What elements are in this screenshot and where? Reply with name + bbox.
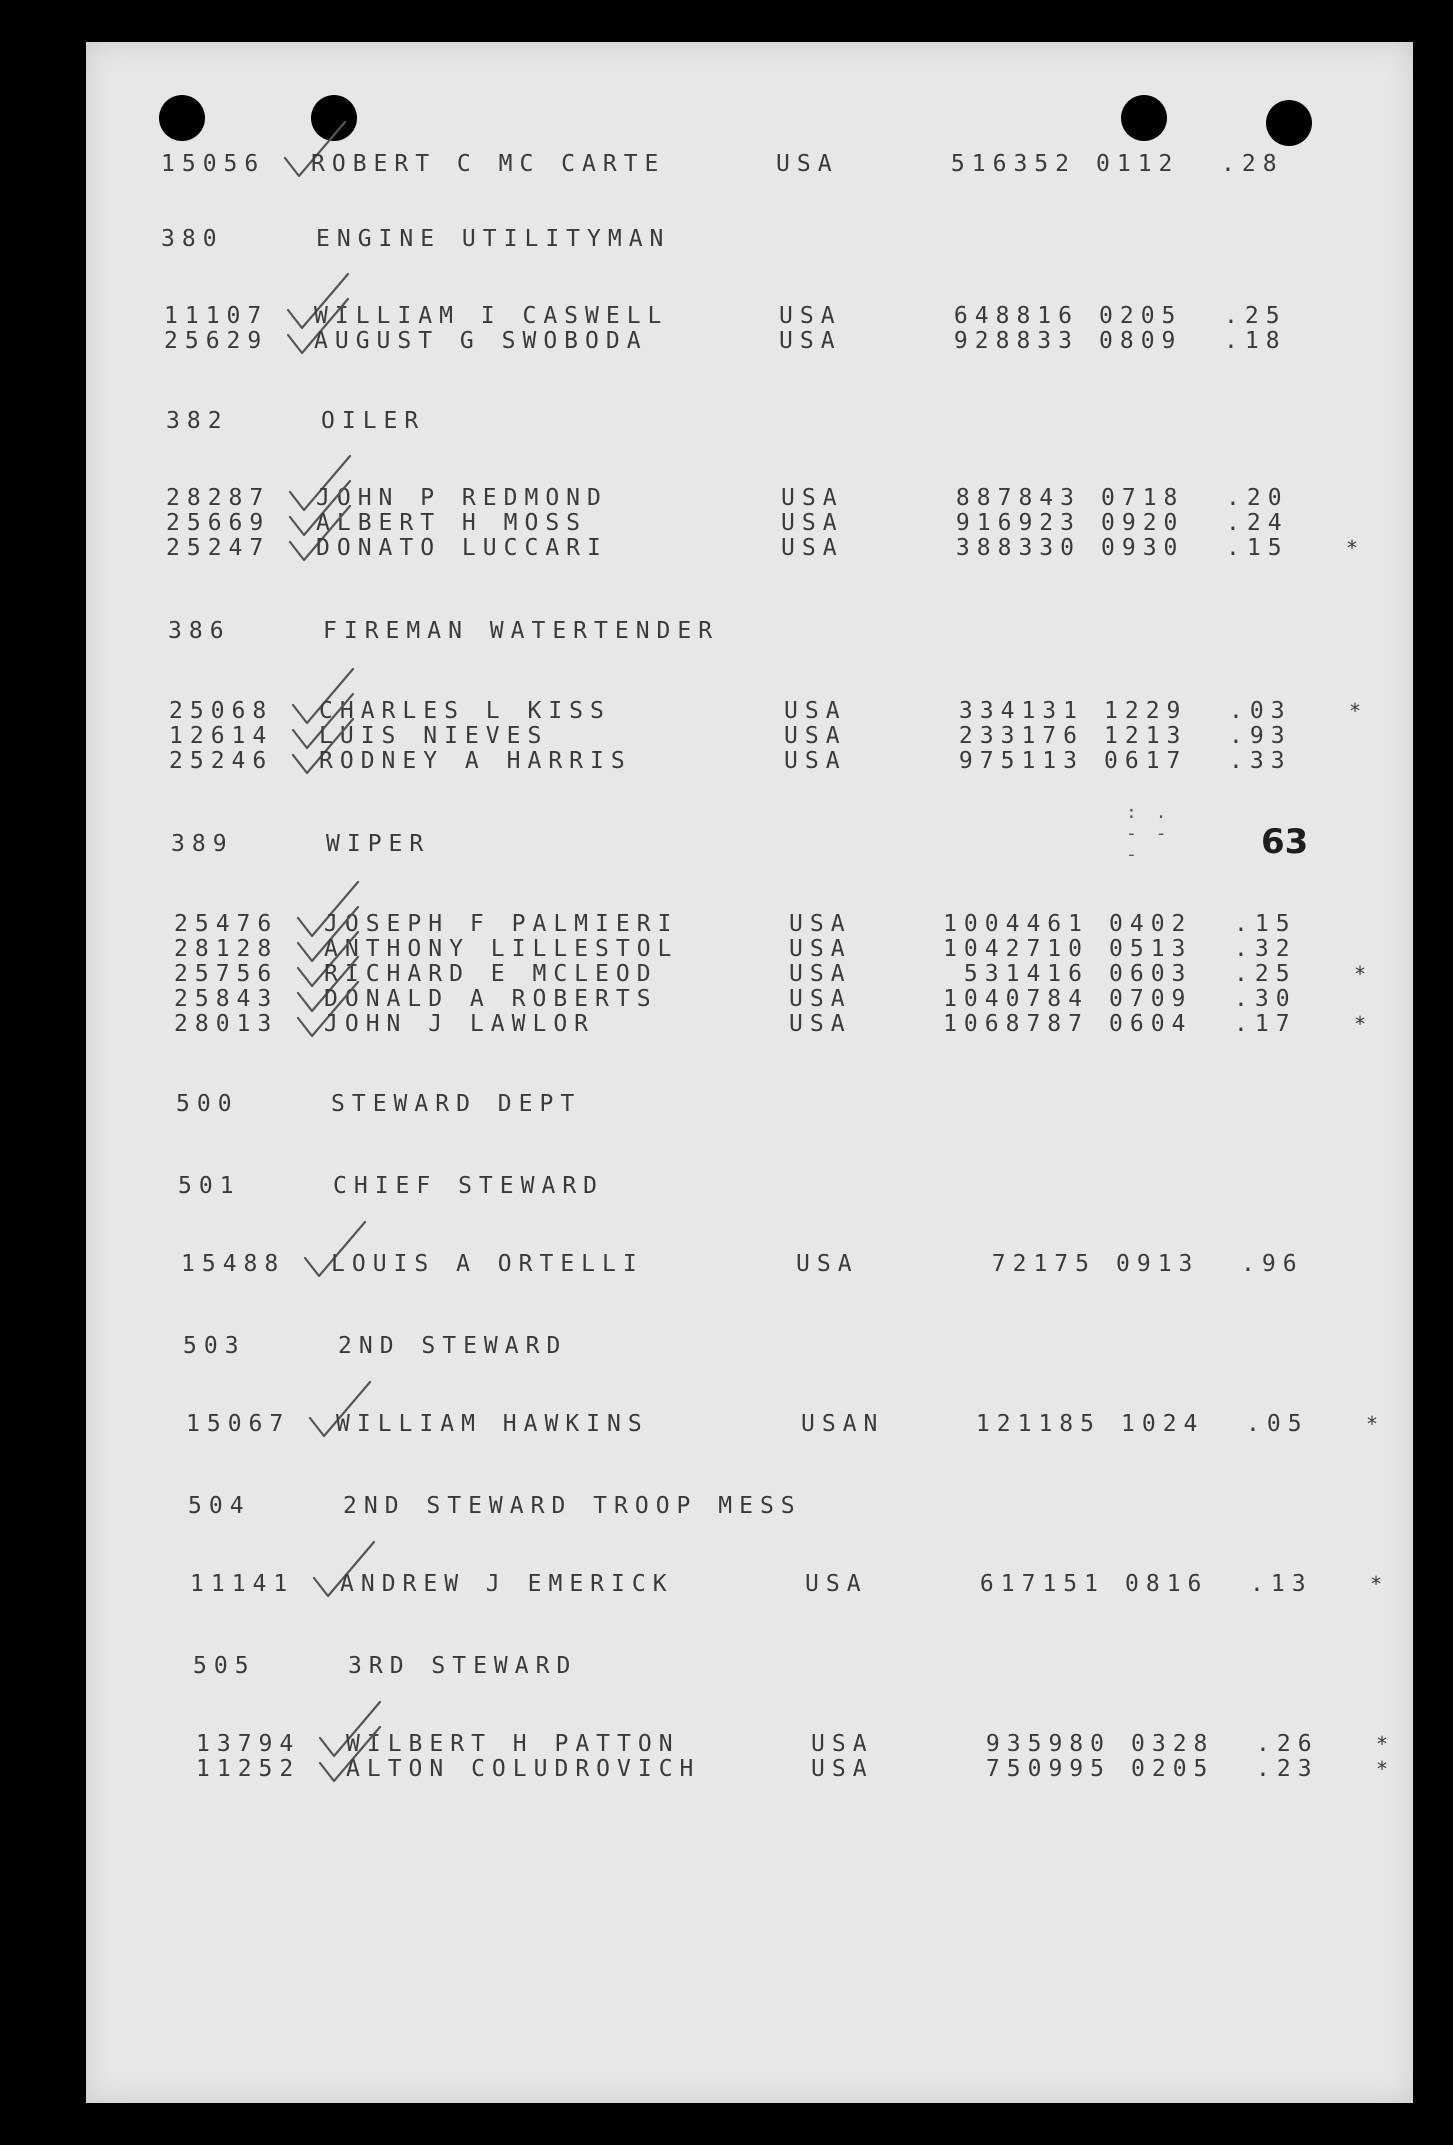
crew-number: 25247 bbox=[166, 535, 271, 561]
page-number: 63 bbox=[1261, 822, 1309, 862]
crew-id: 928833 bbox=[953, 328, 1079, 354]
crew-id: 1004461 bbox=[943, 911, 1089, 937]
crew-id: 388330 bbox=[955, 535, 1081, 561]
nationality: USA bbox=[781, 510, 844, 536]
section-heading bbox=[193, 1652, 1393, 1680]
crew-row bbox=[166, 484, 1366, 512]
crew-number: 25476 bbox=[174, 911, 279, 937]
section-title: FIREMAN WATERTENDER bbox=[323, 618, 720, 644]
section-code: 505 bbox=[193, 1653, 256, 1679]
crew-date-code: 0809 bbox=[1099, 328, 1183, 354]
crew-date-code: 0402 bbox=[1109, 911, 1193, 937]
nationality: USA bbox=[805, 1571, 868, 1597]
section-heading bbox=[166, 407, 1366, 435]
crew-row bbox=[174, 1010, 1374, 1038]
nationality: USA bbox=[779, 303, 842, 329]
crew-id: 916923 bbox=[955, 510, 1081, 536]
crew-name: JOHN J LAWLOR bbox=[324, 1011, 596, 1037]
crew-id: 617151 bbox=[979, 1571, 1105, 1597]
crew-number: 15067 bbox=[186, 1411, 291, 1437]
crew-number: 15488 bbox=[181, 1251, 286, 1277]
punch-hole bbox=[159, 95, 205, 141]
crew-date-code: 1229 bbox=[1104, 698, 1188, 724]
crew-id: 1042710 bbox=[943, 936, 1089, 962]
crew-number: 11141 bbox=[190, 1571, 295, 1597]
crew-row bbox=[196, 1755, 1396, 1783]
crew-number: 13794 bbox=[196, 1731, 301, 1757]
nationality: USA bbox=[811, 1731, 874, 1757]
crew-id: 935980 bbox=[985, 1731, 1111, 1757]
asterisk-mark: * bbox=[1366, 1412, 1379, 1436]
crew-date-code: 0709 bbox=[1109, 986, 1193, 1012]
crew-number: 28128 bbox=[174, 936, 279, 962]
crew-number: 28287 bbox=[166, 485, 271, 511]
crew-name: WILLIAM HAWKINS bbox=[336, 1411, 649, 1437]
crew-row bbox=[181, 1250, 1381, 1278]
crew-amount: .24 bbox=[1226, 510, 1289, 536]
section-heading bbox=[183, 1332, 1383, 1360]
section-title: WIPER bbox=[326, 831, 431, 857]
crew-name: ANTHONY LILLESTOL bbox=[324, 936, 679, 962]
section-title: ENGINE UTILITYMAN bbox=[316, 226, 671, 252]
nationality: USA bbox=[796, 1251, 859, 1277]
crew-amount: .32 bbox=[1234, 936, 1297, 962]
crew-amount: .23 bbox=[1256, 1756, 1319, 1782]
crew-id: 1040784 bbox=[943, 986, 1089, 1012]
nationality: USA bbox=[789, 936, 852, 962]
crew-row bbox=[169, 722, 1369, 750]
crew-id: 975113 bbox=[958, 748, 1084, 774]
crew-id: 1068787 bbox=[943, 1011, 1089, 1037]
crew-amount: .96 bbox=[1241, 1251, 1304, 1277]
crew-date-code: 0205 bbox=[1099, 303, 1183, 329]
crew-name: ALTON COLUDROVICH bbox=[346, 1756, 701, 1782]
nationality: USA bbox=[784, 748, 847, 774]
crew-id: 750995 bbox=[985, 1756, 1111, 1782]
section-heading bbox=[168, 617, 1368, 645]
section-title: 2ND STEWARD TROOP MESS bbox=[343, 1493, 802, 1519]
crew-row bbox=[164, 302, 1364, 330]
crew-number: 25629 bbox=[164, 328, 269, 354]
crew-number: 25068 bbox=[169, 698, 274, 724]
crew-number: 28013 bbox=[174, 1011, 279, 1037]
crew-number: 25843 bbox=[174, 986, 279, 1012]
asterisk-mark: * bbox=[1349, 699, 1362, 723]
crew-date-code: 0718 bbox=[1101, 485, 1185, 511]
crew-date-code: 0513 bbox=[1109, 936, 1193, 962]
crew-row bbox=[186, 1410, 1386, 1438]
crew-date-code: 0913 bbox=[1116, 1251, 1200, 1277]
nationality: USA bbox=[784, 723, 847, 749]
section-title: STEWARD DEPT bbox=[331, 1091, 582, 1117]
crew-row bbox=[174, 960, 1374, 988]
document-page bbox=[86, 42, 1413, 2103]
nationality: USAN bbox=[801, 1411, 885, 1437]
asterisk-mark: * bbox=[1376, 1757, 1389, 1781]
section-heading bbox=[188, 1492, 1388, 1520]
crew-amount: .15 bbox=[1226, 535, 1289, 561]
nationality: USA bbox=[781, 485, 844, 511]
crew-name: RODNEY A HARRIS bbox=[319, 748, 632, 774]
crew-name: DONATO LUCCARI bbox=[316, 535, 608, 561]
section-title: CHIEF STEWARD bbox=[333, 1173, 605, 1199]
crew-id: 887843 bbox=[955, 485, 1081, 511]
nationality: USA bbox=[789, 961, 852, 987]
crew-name: JOHN P REDMOND bbox=[316, 485, 608, 511]
asterisk-mark: * bbox=[1354, 962, 1367, 986]
section-code: 380 bbox=[161, 226, 224, 252]
section-heading bbox=[176, 1090, 1376, 1118]
asterisk-mark: * bbox=[1376, 1732, 1389, 1756]
crew-date-code: 1213 bbox=[1104, 723, 1188, 749]
crew-date-code: 1024 bbox=[1121, 1411, 1205, 1437]
crew-row bbox=[174, 985, 1374, 1013]
punch-hole bbox=[1266, 100, 1312, 146]
crew-number: 25669 bbox=[166, 510, 271, 536]
nationality: USA bbox=[789, 1011, 852, 1037]
crew-name: AUGUST G SWOBODA bbox=[314, 328, 648, 354]
section-heading bbox=[178, 1172, 1378, 1200]
crew-name: DONALD A ROBERTS bbox=[324, 986, 658, 1012]
crew-amount: .15 bbox=[1234, 911, 1297, 937]
crew-id: 121185 bbox=[975, 1411, 1101, 1437]
asterisk-mark: * bbox=[1346, 536, 1359, 560]
crew-row bbox=[166, 509, 1366, 537]
crew-amount: .28 bbox=[1221, 151, 1284, 177]
crew-id: 516352 bbox=[950, 151, 1076, 177]
crew-id: 334131 bbox=[958, 698, 1084, 724]
crew-row bbox=[164, 327, 1364, 355]
crew-name: CHARLES L KISS bbox=[319, 698, 611, 724]
crew-name: ALBERT H MOSS bbox=[316, 510, 588, 536]
section-code: 503 bbox=[183, 1333, 246, 1359]
crew-amount: .30 bbox=[1234, 986, 1297, 1012]
crew-row bbox=[190, 1570, 1390, 1598]
crew-row bbox=[196, 1730, 1396, 1758]
crew-number: 11252 bbox=[196, 1756, 301, 1782]
punch-hole bbox=[1121, 95, 1167, 141]
crew-row bbox=[161, 150, 1361, 178]
section-heading bbox=[161, 225, 1361, 253]
crew-name: JOSEPH F PALMIERI bbox=[324, 911, 679, 937]
asterisk-mark: * bbox=[1370, 1572, 1383, 1596]
crew-amount: .25 bbox=[1234, 961, 1297, 987]
section-code: 386 bbox=[168, 618, 231, 644]
crew-row bbox=[174, 910, 1374, 938]
crew-number: 12614 bbox=[169, 723, 274, 749]
crew-name: ANDREW J EMERICK bbox=[340, 1571, 674, 1597]
crew-date-code: 0930 bbox=[1101, 535, 1185, 561]
section-code: 504 bbox=[188, 1493, 251, 1519]
crew-amount: .20 bbox=[1226, 485, 1289, 511]
crew-date-code: 0328 bbox=[1131, 1731, 1215, 1757]
crew-name: WILLIAM I CASWELL bbox=[314, 303, 669, 329]
crew-row bbox=[169, 747, 1369, 775]
crew-date-code: 0604 bbox=[1109, 1011, 1193, 1037]
nationality: USA bbox=[789, 911, 852, 937]
crew-date-code: 0920 bbox=[1101, 510, 1185, 536]
crew-date-code: 0603 bbox=[1109, 961, 1193, 987]
section-title: 3RD STEWARD bbox=[348, 1653, 578, 1679]
crew-number: 25246 bbox=[169, 748, 274, 774]
crew-amount: .17 bbox=[1234, 1011, 1297, 1037]
crew-name: WILBERT H PATTON bbox=[346, 1731, 680, 1757]
crew-number: 15056 bbox=[161, 151, 266, 177]
faint-marks: : . - - - bbox=[1126, 802, 1171, 865]
crew-amount: .93 bbox=[1229, 723, 1292, 749]
asterisk-mark: * bbox=[1354, 1012, 1367, 1036]
crew-name: LOUIS A ORTELLI bbox=[331, 1251, 644, 1277]
crew-id: 648816 bbox=[953, 303, 1079, 329]
crew-number: 25756 bbox=[174, 961, 279, 987]
crew-amount: .26 bbox=[1256, 1731, 1319, 1757]
crew-id: 72175 bbox=[991, 1251, 1096, 1277]
crew-amount: .05 bbox=[1246, 1411, 1309, 1437]
crew-name: LUIS NIEVES bbox=[319, 723, 549, 749]
crew-amount: .18 bbox=[1224, 328, 1287, 354]
crew-amount: .03 bbox=[1229, 698, 1292, 724]
section-code: 389 bbox=[171, 831, 234, 857]
crew-amount: .33 bbox=[1229, 748, 1292, 774]
section-title: 2ND STEWARD bbox=[338, 1333, 568, 1359]
crew-amount: .13 bbox=[1250, 1571, 1313, 1597]
crew-date-code: 0205 bbox=[1131, 1756, 1215, 1782]
crew-row bbox=[174, 935, 1374, 963]
crew-name: RICHARD E MCLEOD bbox=[324, 961, 658, 987]
section-code: 382 bbox=[166, 408, 229, 434]
crew-date-code: 0816 bbox=[1125, 1571, 1209, 1597]
crew-row bbox=[169, 697, 1369, 725]
crew-name: ROBERT C MC CARTE bbox=[311, 151, 666, 177]
nationality: USA bbox=[789, 986, 852, 1012]
crew-number: 11107 bbox=[164, 303, 269, 329]
nationality: USA bbox=[811, 1756, 874, 1782]
crew-id: 233176 bbox=[958, 723, 1084, 749]
crew-id: 531416 bbox=[963, 961, 1089, 987]
nationality: USA bbox=[781, 535, 844, 561]
crew-date-code: 0112 bbox=[1096, 151, 1180, 177]
crew-row bbox=[166, 534, 1366, 562]
nationality: USA bbox=[776, 151, 839, 177]
crew-amount: .25 bbox=[1224, 303, 1287, 329]
section-title: OILER bbox=[321, 408, 426, 434]
punch-hole bbox=[311, 95, 357, 141]
crew-date-code: 0617 bbox=[1104, 748, 1188, 774]
nationality: USA bbox=[784, 698, 847, 724]
nationality: USA bbox=[779, 328, 842, 354]
section-code: 501 bbox=[178, 1173, 241, 1199]
section-code: 500 bbox=[176, 1091, 239, 1117]
